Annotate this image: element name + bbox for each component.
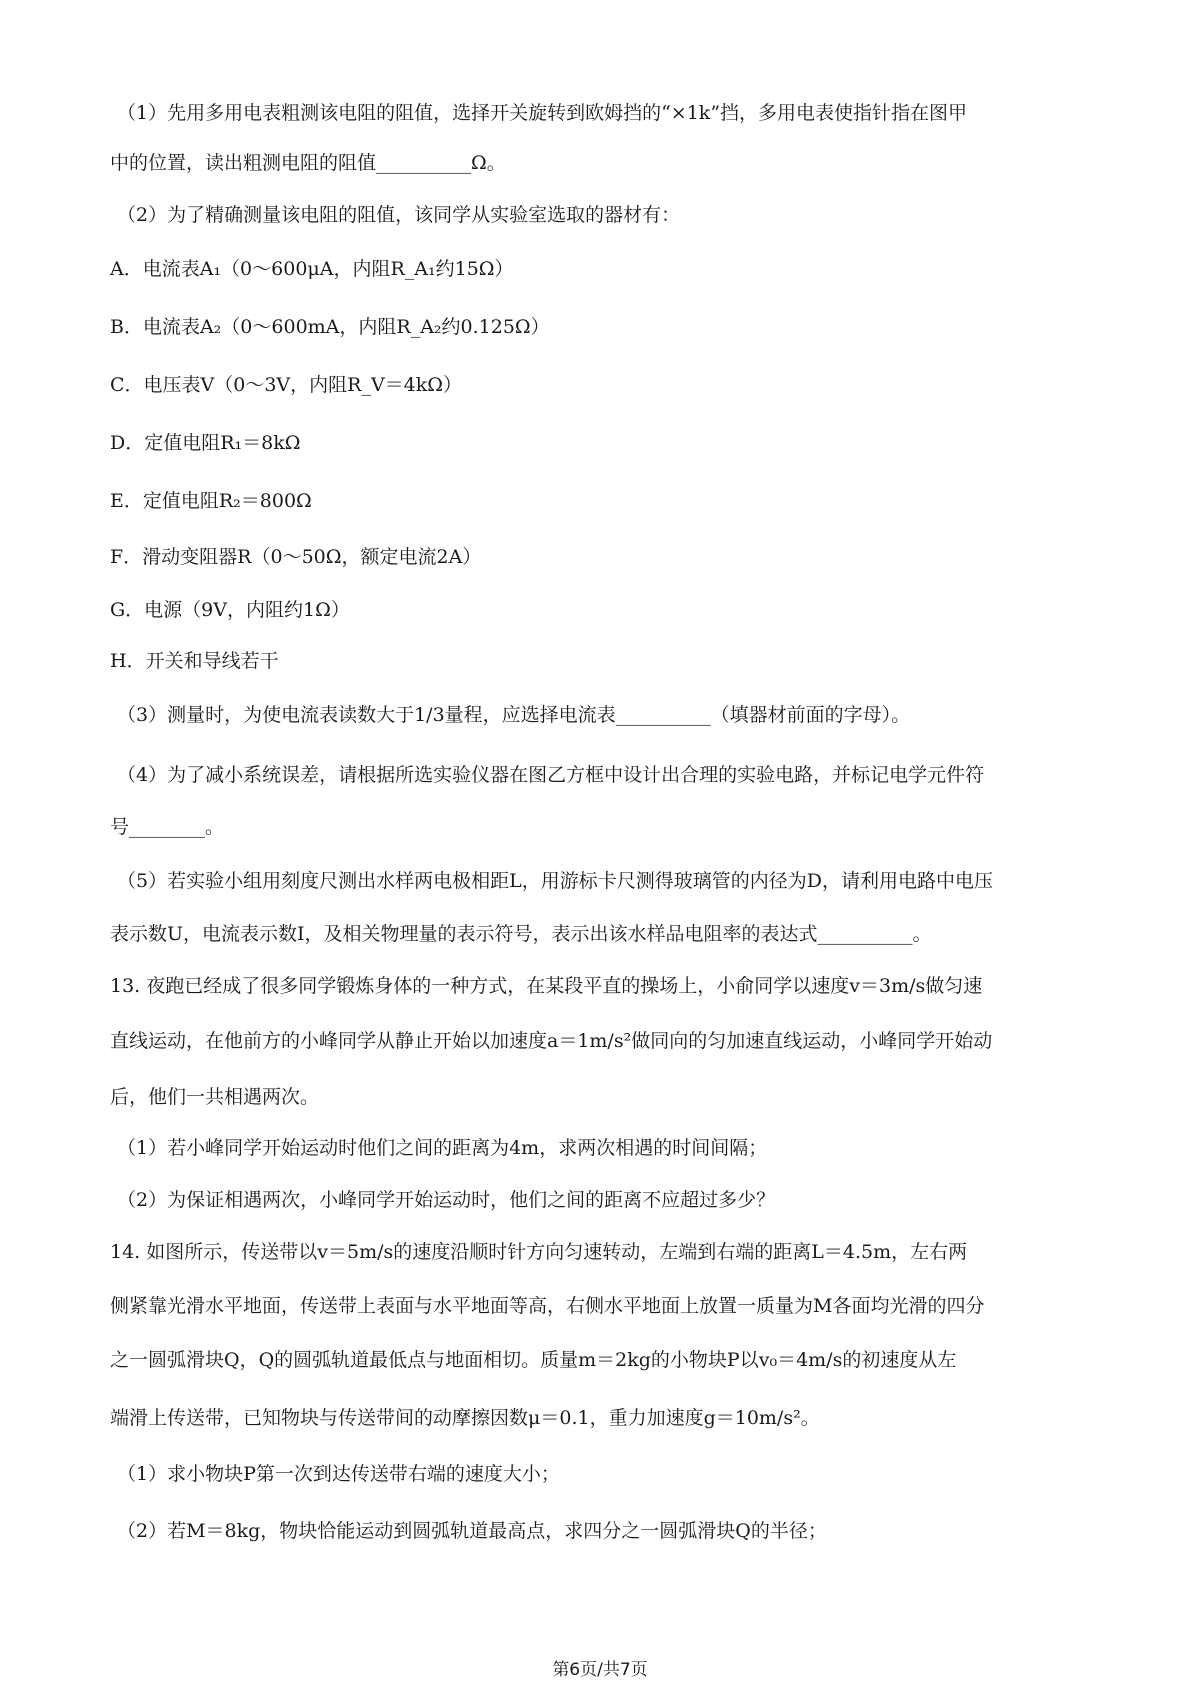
- text-line: （3）测量时，为使电流表读数大于1/3量程，应选择电流表__________（填器材前面的字母）。: [117, 704, 911, 726]
- text-line: 号________。: [110, 816, 225, 838]
- text-line: 侧紧靠光滑水平地面，传送带上表面与水平地面等高，右侧水平地面上放置一质量为M各面均光滑的四分: [110, 1295, 985, 1317]
- text-line: （1）求小物块P第一次到达传送带右端的速度大小；: [117, 1463, 560, 1485]
- text-line: 14. 如图所示，传送带以v＝5m/s的速度沿顺时针方向匀速转动，左端到右端的距离L＝4.5m，左右两: [110, 1241, 968, 1263]
- text-line: （2）若M＝8kg，物块恰能运动到圆弧轨道最高点，求四分之一圆弧滑块Q的半径；: [117, 1520, 827, 1542]
- text-line: G．电源（9V，内阻约1Ω）: [110, 599, 350, 621]
- text-line: C．电压表V（0～3V，内阻R_V＝4kΩ）: [110, 374, 463, 396]
- text-line: 13. 夜跑已经成了很多同学锻炼身体的一种方式，在某段平直的操场上，小俞同学以速度v＝3m/s做匀速: [110, 975, 983, 997]
- text-line: 直线运动，在他前方的小峰同学从静止开始以加速度a＝1m/s²做同向的匀加速直线运动，小峰同学开始动: [110, 1030, 993, 1052]
- text-line: 后，他们一共相遇两次。: [110, 1086, 320, 1108]
- text-line: （4）为了减小系统误差，请根据所选实验仪器在图乙方框中设计出合理的实验电路，并标记电学元件符: [117, 764, 985, 786]
- text-line: 中的位置，读出粗测电阻的阻值__________Ω。: [110, 152, 506, 174]
- text-line: （2）为保证相遇两次，小峰同学开始运动时，他们之间的距离不应超过多少？: [117, 1189, 776, 1211]
- text-line: E．定值电阻R₂＝800Ω: [110, 490, 312, 512]
- text-line: 之一圆弧滑块Q，Q的圆弧轨道最低点与地面相切。质量m＝2kg的小物块P以v₀＝4m/s的初速度从左: [110, 1349, 957, 1371]
- text-line: A．电流表A₁（0～600μA，内阻R_A₁约15Ω）: [110, 258, 514, 280]
- text-line: F．滑动变阻器R（0～50Ω，额定电流2A）: [110, 546, 482, 568]
- text-line: H．开关和导线若干: [110, 650, 279, 672]
- text-line: 端滑上传送带，已知物块与传送带间的动摩擦因数μ＝0.1，重力加速度g＝10m/s²。: [110, 1407, 820, 1429]
- text-line: B．电流表A₂（0～600mA，内阻R_A₂约0.125Ω）: [110, 316, 550, 338]
- text-line: （5）若实验小组用刻度尺测出水样两电极相距L，用游标卡尺测得玻璃管的内径为D，请利用电路中电压: [117, 870, 993, 892]
- text-line: （1）若小峰同学开始运动时他们之间的距离为4m，求两次相遇的时间间隔；: [117, 1137, 768, 1159]
- page-footer: 第6页/共7页: [552, 1660, 648, 1680]
- text-line: 表示数U，电流表示数I，及相关物理量的表示符号，表示出该水样品电阻率的表达式__________。: [110, 923, 932, 945]
- text-line: （2）为了精确测量该电阻的阻值，该同学从实验室选取的器材有：: [117, 204, 681, 226]
- text-line: D．定值电阻R₁＝8kΩ: [110, 432, 301, 454]
- text-line: （1）先用多用电表粗测该电阻的阻值，选择开关旋转到欧姆挡的“×1k”挡，多用电表使指针指在图甲: [117, 102, 968, 124]
